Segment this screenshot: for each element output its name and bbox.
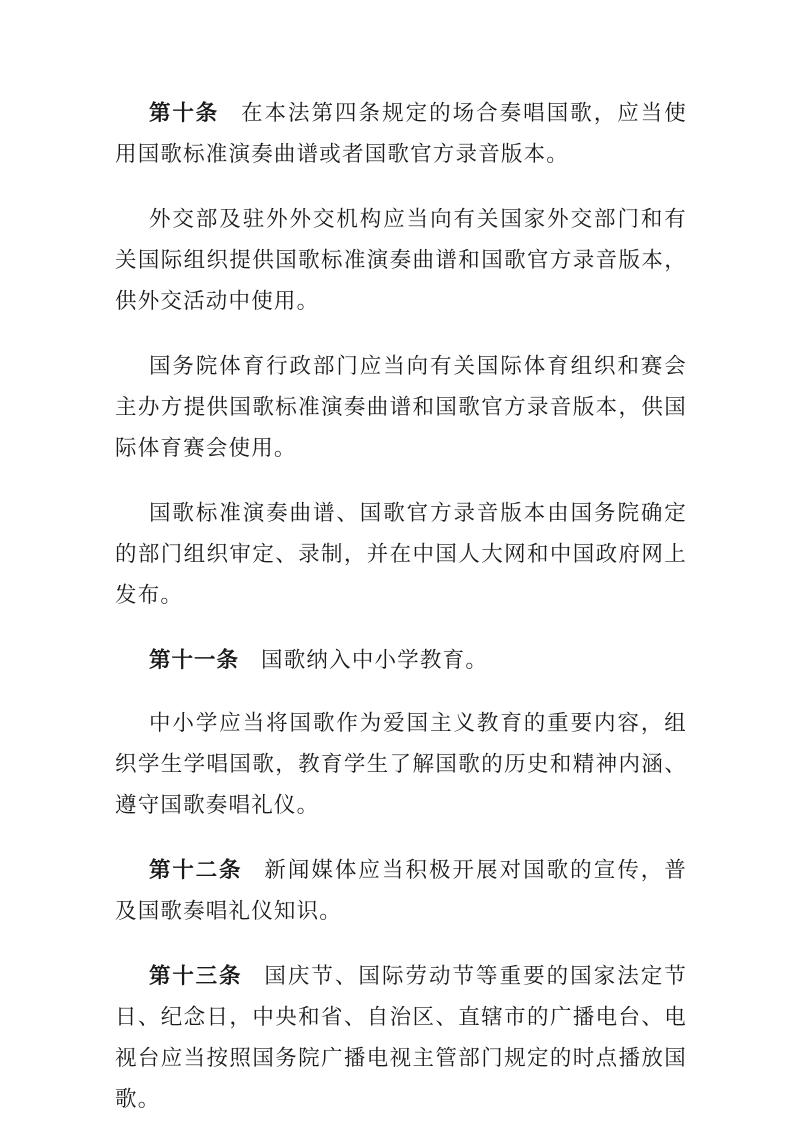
paragraph-text: 国务院体育行政部门应当向有关国际体育组织和赛会主办方提供国歌标准演奏曲谱和国歌官方录音版本，供国际体育赛会使用。 [115,354,687,461]
paragraph-article-12 [115,850,687,932]
article-number: 第十一条 [149,648,240,673]
paragraph-text: 外交部及驻外外交机构应当向有关国家外交部门和有关国际组织提供国歌标准演奏曲谱和国歌官方录音版本，供外交活动中使用。 [115,207,687,314]
paragraph-sports [115,346,687,469]
paragraph-text: 国歌标准演奏曲谱、国歌官方录音版本由国务院确定的部门组织审定、录制，并在中国人大网和中国政府网上发布。 [115,501,687,608]
paragraph-text: 在本法第四条规定的场合奏唱国歌，应当使用国歌标准演奏曲谱或者国歌官方录音版本。 [115,101,687,167]
article-number: 第十三条 [149,964,243,989]
document-body [115,93,687,1144]
paragraph-schools [115,703,687,826]
paragraph-foreign-affairs [115,199,687,322]
paragraph-publication [115,493,687,616]
paragraph-article-11 [115,640,687,681]
paragraph-article-10 [115,93,687,175]
article-number: 第十二条 [149,858,243,883]
paragraph-text: 新闻媒体应当积极开展对国歌的宣传，普及国歌奏唱礼仪知识。 [115,858,687,924]
paragraph-article-13 [115,956,687,1120]
paragraph-text: 国歌纳入中小学教育。 [261,648,489,673]
article-number: 第十条 [149,101,219,126]
paragraph-text: 国庆节、国际劳动节等重要的国家法定节日、纪念日，中央和省、自治区、直辖市的广播电台、电视台应当按照国务院广播电视主管部门规定的时点播放国歌。 [115,964,687,1112]
paragraph-text: 中小学应当将国歌作为爱国主义教育的重要内容，组织学生学唱国歌，教育学生了解国歌的历史和精神内涵、遵守国歌奏唱礼仪。 [115,711,687,818]
